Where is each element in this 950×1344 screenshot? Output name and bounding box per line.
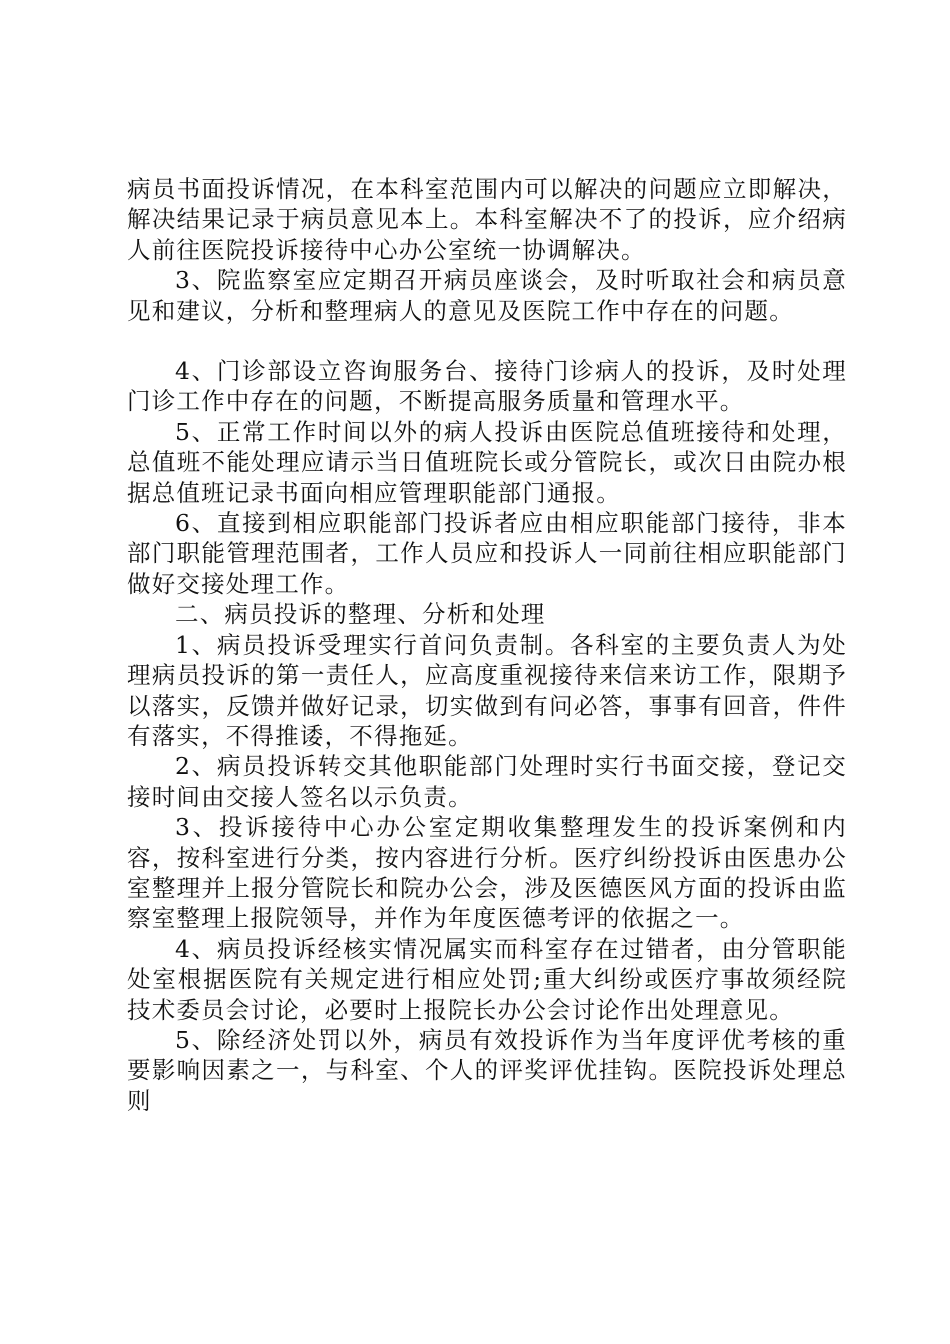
paragraph-section2-item-4: 4、病员投诉经核实情况属实而科室存在过错者，由分管职能处室根据医院有关规定进行相应处罚;重大纠纷或医疗事故须经院技术委员会讨论，必要时上报院长办公会讨论作出处理意见。: [127, 934, 847, 1024]
paragraph-continuation: 病员书面投诉情况，在本科室范围内可以解决的问题应立即解决，解决结果记录于病员意见本上。本科室解决不了的投诉，应介绍病人前往医院投诉接待中心办公室统一协调解决。: [127, 175, 847, 264]
paragraph-spacer: [127, 326, 847, 356]
paragraph-section2-item-2: 2、病员投诉转交其他职能部门处理时实行书面交接，登记交接时间由交接人签名以示负责。: [127, 752, 847, 811]
paragraph-item-4: 4、门诊部设立咨询服务台、接待门诊病人的投诉，及时处理门诊工作中存在的问题，不断提高服务质量和管理水平。: [127, 357, 847, 416]
paragraph-section2-item-5: 5、除经济处罚以外，病员有效投诉作为当年度评优考核的重要影响因素之一，与科室、个人的评奖评优挂钩。医院投诉处理总则: [127, 1025, 847, 1115]
section-heading: 二、病员投诉的整理、分析和处理: [175, 600, 546, 629]
paragraph-section2-item-1: 1、病员投诉受理实行首问负责制。各科室的主要负责人为处理病员投诉的第一责任人，应高度重视接待来信来访工作，限期予以落实，反馈并做好记录，切实做到有问必答，事事有回音，件件有落实，不得推诿，不得拖延。: [127, 630, 847, 750]
document-body: [127, 174, 847, 1116]
paragraph-item-3: 3、院监察室应定期召开病员座谈会，及时听取社会和病员意见和建议，分析和整理病人的意见及医院工作中存在的问题。: [127, 266, 847, 325]
paragraph-item-5: 5、正常工作时间以外的病人投诉由医院总值班接待和处理，总值班不能处理应请示当日值班院长或分管院长，或次日由院办根据总值班记录书面向相应管理职能部门通报。: [127, 417, 847, 507]
paragraph-section2-item-3: 3、投诉接待中心办公室定期收集整理发生的投诉案例和内容，按科室进行分类，按内容进行分析。医疗纠纷投诉由医患办公室整理并上报分管院长和院办公会，涉及医德医风方面的投诉由监察室整理上报院领导，并作为年度医德考评的依据之一。: [127, 813, 847, 933]
paragraph-item-6: 6、直接到相应职能部门投诉者应由相应职能部门接待，非本部门职能管理范围者，工作人员应和投诉人一同前往相应职能部门做好交接处理工作。: [127, 509, 847, 598]
